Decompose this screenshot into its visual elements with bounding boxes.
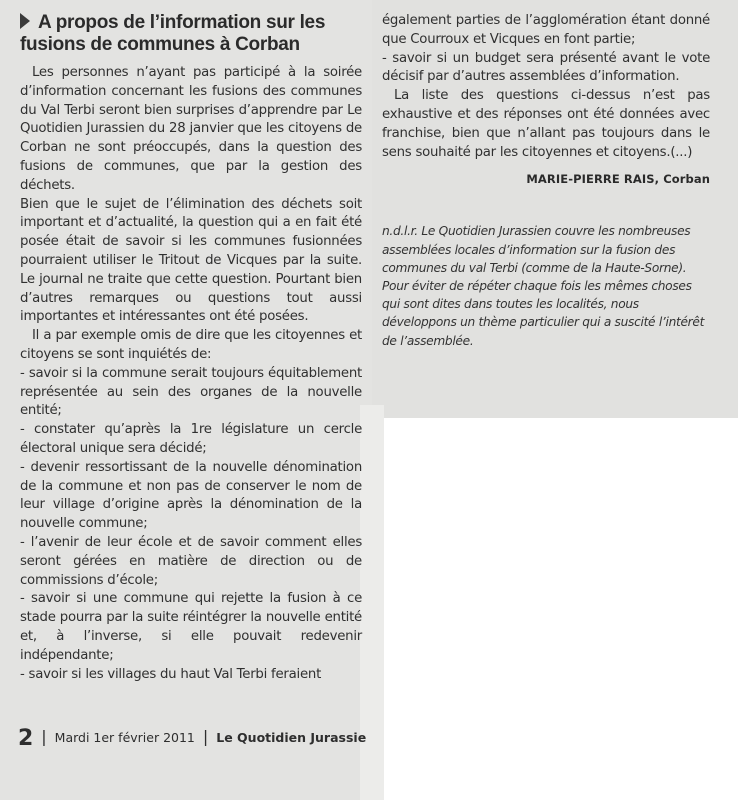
- triangle-bullet-icon: [20, 13, 30, 29]
- footer-separator: |: [41, 727, 47, 746]
- article-left-column: [20, 12, 362, 684]
- list-item: - l’avenir de leur école et de savoir comment elles seront gérées en matière de direction ou de commissions d’école;: [20, 534, 362, 588]
- paragraph: Les personnes n’ayant pas participé à la soirée d’information concernant les fusions des communes du Val Terbi seront bien surprises d’apprendre par Le Quotidien Jurassien du 28 janvier que les citoyens de Corban ne sont préoccupés, dans la question des fusions de communes, que par la gestion des déchets.: [20, 65, 362, 193]
- headline-text: A propos de l’information sur les fusions de communes à Corban: [20, 12, 326, 55]
- article-body-left: [20, 64, 362, 684]
- publication-date: Mardi 1er février 2011: [54, 730, 195, 745]
- list-item: - savoir si un budget sera présenté avant le vote décisif par d’autres assemblées d’information.: [382, 50, 710, 85]
- author-signature: MARIE-PIERRE RAIS, Corban: [526, 172, 710, 187]
- list-item: - savoir si la commune serait toujours équitablement représentée au sein des organes de la nouvelle entité;: [20, 365, 362, 419]
- paragraph: Bien que le sujet de l’élimination des déchets soit important et d’actualité, la question qui a en fait été posée était de savoir si les communes fusionnées pourraient utiliser le Tritout de Vicques par la suite. Le journal ne traite que cette question. Pourtant bien d’autres remarques ou questions tout aussi importantes et intéressantes ont été posées.: [20, 196, 362, 325]
- page-footer: [18, 726, 370, 751]
- list-item: - devenir ressortissant de la nouvelle dénomination de la commune et non pas de conserver le nom de leur village d’origine après la dénomination de la nouvelle commune;: [20, 459, 362, 532]
- article-body-right: [382, 12, 710, 162]
- editor-note: n.d.l.r. Le Quotidien Jurassien couvre les nombreuses assemblées locales d’information sur la fusion des communes du val Terbi (comme de la Haute-Sorne). Pour éviter de répéter chaque fois les mêmes choses qui sont dites dans toutes les localités, nous développons un thème particulier qui a suscité l’intérêt de l’assemblée.: [382, 224, 705, 348]
- paragraph: également parties de l’agglomération étant donné que Courroux et Vicques en font partie;: [382, 13, 710, 47]
- list-item: - savoir si les villages du haut Val Terbi feraient: [20, 666, 322, 682]
- page-number: 2: [18, 726, 34, 751]
- footer-separator: |: [202, 727, 209, 746]
- list-item: - savoir si une commune qui rejette la fusion à ce stade pourra par la suite réintégrer la nouvelle entité et, à l’inverse, si elle pouvait redevenir indépendante;: [20, 591, 362, 663]
- list-item: - constater qu’après la 1re législature un cercle électoral unique sera décidé;: [20, 422, 362, 456]
- article-right-column: [382, 12, 710, 350]
- paragraph: Il a par exemple omis de dire que les citoyennes et citoyens se sont inquiétés de:: [20, 328, 362, 362]
- newspaper-name: Le Quotidien Jurassie: [216, 730, 367, 745]
- article-headline: [20, 12, 362, 56]
- paragraph: La liste des questions ci-dessus n’est pas exhaustive et des réponses ont été données avec franchise, bien que n’allant pas toujours dans le sens souhaité par les citoyennes et citoyens.(...): [382, 88, 710, 160]
